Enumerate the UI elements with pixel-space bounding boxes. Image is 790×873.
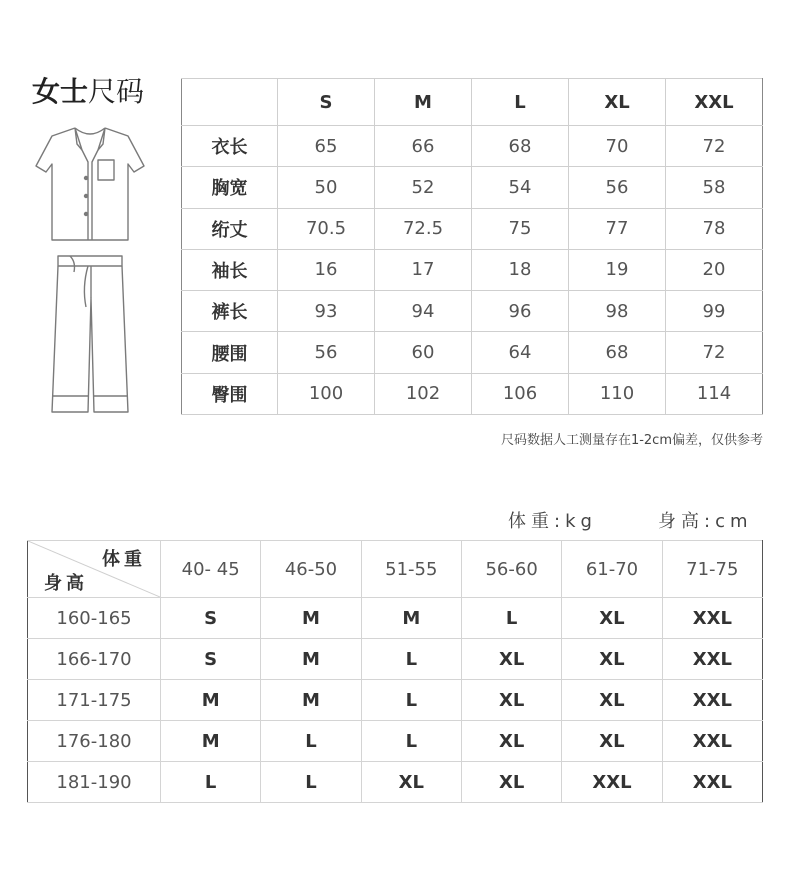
recommended-size: XL	[562, 721, 662, 762]
table-row	[182, 126, 763, 167]
size-header: L	[472, 79, 569, 126]
table-row	[182, 249, 763, 290]
measure-value: 106	[472, 373, 569, 414]
measure-label: 臀围	[182, 373, 278, 414]
corner-height-label: 身高	[44, 573, 88, 594]
recommended-size: M	[261, 598, 361, 639]
title-light: 尺码	[88, 75, 145, 108]
height-range: 176-180	[28, 721, 161, 762]
size-recommendation-table	[27, 540, 763, 803]
size-corner-cell	[182, 79, 278, 126]
recommended-size: L	[261, 762, 361, 803]
recommended-size: XL	[461, 680, 561, 721]
measure-value: 52	[375, 167, 472, 208]
size-header: XL	[569, 79, 666, 126]
weight-range-header: 51-55	[361, 541, 461, 598]
measure-value: 110	[569, 373, 666, 414]
measure-value: 65	[278, 126, 375, 167]
measurement-note: 尺码数据人工测量存在1-2cm偏差，仅供参考	[500, 433, 763, 448]
weight-unit-label: 体重:kg	[508, 511, 597, 532]
measure-value: 94	[375, 291, 472, 332]
recommended-size: XL	[562, 680, 662, 721]
measure-value: 60	[375, 332, 472, 373]
table-row	[28, 639, 763, 680]
measure-value: 114	[666, 373, 763, 414]
measure-value: 102	[375, 373, 472, 414]
title-bold: 女士	[32, 75, 89, 108]
measure-value: 70	[569, 126, 666, 167]
measure-value: 93	[278, 291, 375, 332]
weight-range-header: 71-75	[662, 541, 762, 598]
weight-header-row	[28, 541, 763, 598]
height-unit-label: 身高:cm	[658, 511, 753, 532]
recommended-size: XL	[361, 762, 461, 803]
recommended-size: XXL	[662, 680, 762, 721]
recommended-size: XL	[461, 721, 561, 762]
weight-range-header: 46-50	[261, 541, 361, 598]
height-range: 181-190	[28, 762, 161, 803]
size-header-row	[182, 79, 763, 126]
recommended-size: XXL	[562, 762, 662, 803]
measure-value: 78	[666, 208, 763, 249]
recommended-size: L	[361, 721, 461, 762]
recommended-size: L	[361, 639, 461, 680]
corner-cell	[28, 541, 161, 598]
measure-value: 17	[375, 249, 472, 290]
size-chart-table	[181, 78, 763, 415]
measure-value: 72	[666, 332, 763, 373]
measure-value: 50	[278, 167, 375, 208]
recommended-size: XL	[461, 762, 561, 803]
measure-label: 胸宽	[182, 167, 278, 208]
table-row	[28, 598, 763, 639]
measure-value: 64	[472, 332, 569, 373]
measure-value: 16	[278, 249, 375, 290]
recommended-size: XXL	[662, 639, 762, 680]
height-range: 171-175	[28, 680, 161, 721]
weight-range-header: 40- 45	[161, 541, 261, 598]
measure-value: 56	[278, 332, 375, 373]
table-row	[28, 762, 763, 803]
measure-value: 66	[375, 126, 472, 167]
measure-value: 99	[666, 291, 763, 332]
measure-value: 75	[472, 208, 569, 249]
recommended-size: S	[161, 639, 261, 680]
recommended-size: L	[461, 598, 561, 639]
table-row	[182, 291, 763, 332]
recommended-size: XL	[461, 639, 561, 680]
measure-label: 腰围	[182, 332, 278, 373]
pajama-set-icon	[30, 122, 155, 422]
recommended-size: S	[161, 598, 261, 639]
height-range: 160-165	[28, 598, 161, 639]
recommended-size: M	[161, 680, 261, 721]
corner-weight-label: 体重	[102, 549, 146, 570]
height-range: 166-170	[28, 639, 161, 680]
recommended-size: XL	[562, 598, 662, 639]
table-row	[182, 208, 763, 249]
recommended-size: XXL	[662, 721, 762, 762]
recommended-size: XXL	[662, 598, 762, 639]
measure-value: 20	[666, 249, 763, 290]
recommended-size: M	[161, 721, 261, 762]
measure-value: 19	[569, 249, 666, 290]
size-header: XXL	[666, 79, 763, 126]
recommended-size: XXL	[662, 762, 762, 803]
measure-label: 袖长	[182, 249, 278, 290]
size-header: S	[278, 79, 375, 126]
weight-range-header: 56-60	[461, 541, 561, 598]
measure-value: 77	[569, 208, 666, 249]
recommended-size: XL	[562, 639, 662, 680]
measure-value: 56	[569, 167, 666, 208]
table-row	[28, 680, 763, 721]
measure-value: 98	[569, 291, 666, 332]
table-row	[28, 721, 763, 762]
recommended-size: L	[161, 762, 261, 803]
measure-value: 70.5	[278, 208, 375, 249]
table-row	[182, 373, 763, 414]
table-row	[182, 167, 763, 208]
measure-value: 100	[278, 373, 375, 414]
table-row	[182, 332, 763, 373]
measure-value: 54	[472, 167, 569, 208]
measure-value: 68	[472, 126, 569, 167]
measure-value: 72.5	[375, 208, 472, 249]
measure-label: 绗丈	[182, 208, 278, 249]
measure-value: 58	[666, 167, 763, 208]
size-header: M	[375, 79, 472, 126]
measure-value: 96	[472, 291, 569, 332]
recommended-size: M	[261, 680, 361, 721]
recommended-size: M	[261, 639, 361, 680]
measure-value: 72	[666, 126, 763, 167]
recommended-size: L	[361, 680, 461, 721]
weight-range-header: 61-70	[562, 541, 662, 598]
recommended-size: L	[261, 721, 361, 762]
measure-label: 衣长	[182, 126, 278, 167]
recommended-size: M	[361, 598, 461, 639]
page-title	[32, 74, 144, 110]
measure-label: 裤长	[182, 291, 278, 332]
measure-value: 68	[569, 332, 666, 373]
measure-value: 18	[472, 249, 569, 290]
